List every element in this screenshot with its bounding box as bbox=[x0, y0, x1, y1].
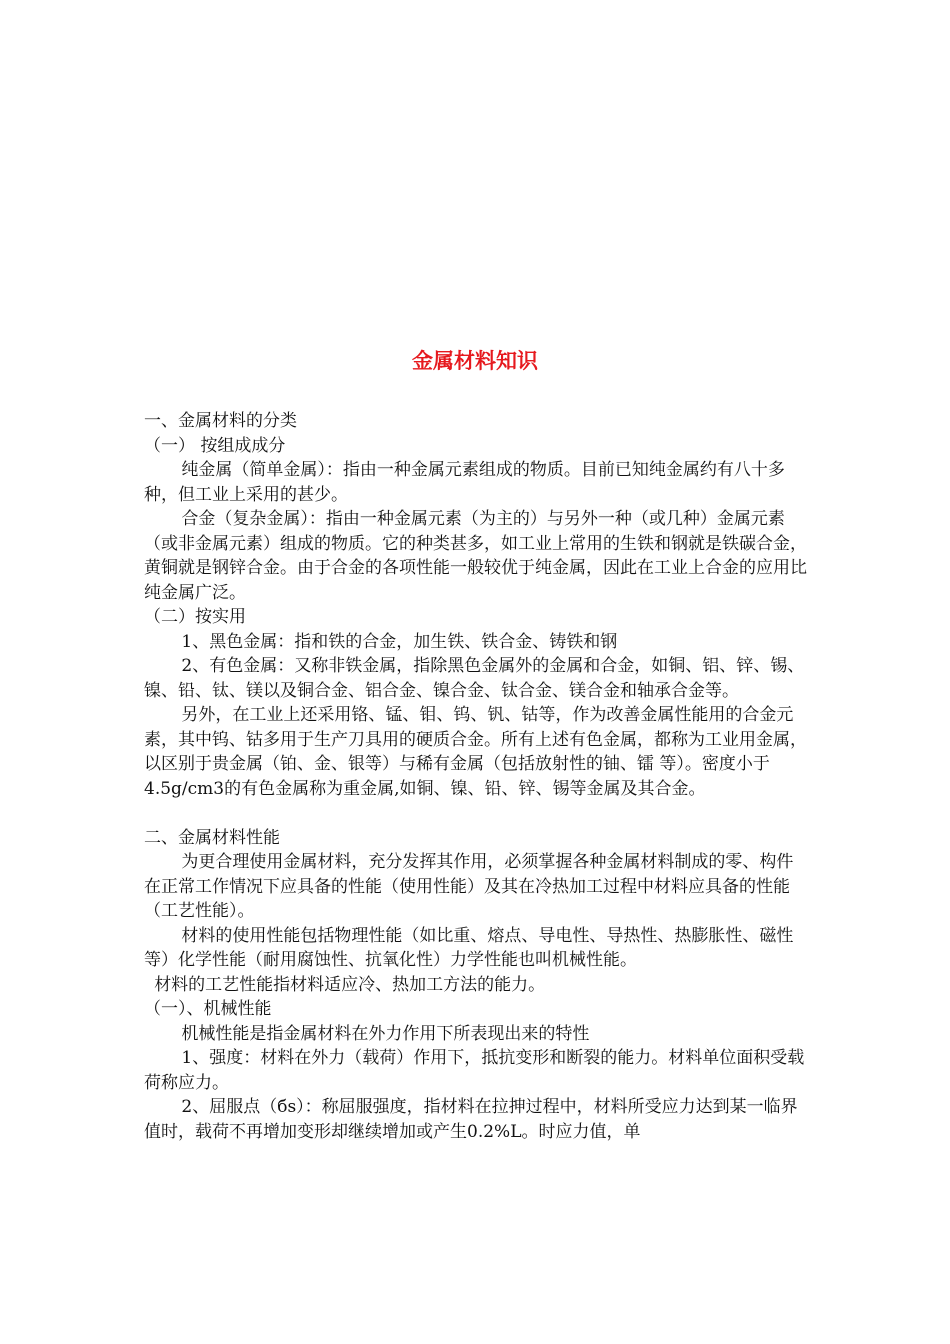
subsection-heading: （一） 按组成成分 bbox=[144, 435, 286, 456]
paragraph: 另外，在工业上还采用铬、锰、钼、钨、钒、钴等，作为改善金属性能用的合金元素，其中钨、钴多用于生产刀具用的硬质合金。所有上述有色金属，都称为工业用金属，以区别于贵金属（铂、金、银等）与稀有金属（包括放射性的铀、镭 等）。密度小于4.5g/cm3的有色金属称为重金属,如铜、镍、铅、锌、锡等金属及其合金。 bbox=[144, 705, 807, 799]
paragraph: 材料的使用性能包括物理性能（如比重、熔点、导电性、导热性、热膨胀性、磁性等）化学性能（耐用腐蚀性、抗氧化性）力学性能也叫机械性能。 bbox=[144, 925, 794, 970]
list-item: 1、黑色金属：指和铁的合金，加生铁、铁合金、铸铁和钢 bbox=[181, 631, 618, 652]
paragraph: 机械性能是指金属材料在外力作用下所表现出来的特性 bbox=[181, 1023, 590, 1044]
paragraph: 为更合理使用金属材料，充分发挥其作用，必须掌握各种金属材料制成的零、构件在正常工作情况下应具备的性能（使用性能）及其在冷热加工过程中材料应具备的性能（工艺性能）。 bbox=[144, 852, 794, 921]
list-item: 1、强度：材料在外力（载荷）作用下，抵抗变形和断裂的能力。材料单位面积受载荷称应力。 bbox=[144, 1048, 805, 1093]
paragraph: 纯金属（简单金属）：指由一种金属元素组成的物质。目前已知纯金属约有八十多种，但工业上采用的甚少。 bbox=[144, 460, 785, 505]
document-title: 金属材料知识 bbox=[412, 349, 538, 373]
section-heading: 二、金属材料性能 bbox=[144, 827, 280, 848]
subsection-heading: （一）、机械性能 bbox=[144, 999, 272, 1019]
paragraph: 合金（复杂金属）：指由一种金属元素（为主的）与另外一种（或几种）金属元素（或非金属元素）组成的物质。它的种类甚多，如工业上常用的生铁和钢就是铁碳合金，黄铜就是钢锌合金。由于合金的各项性能一般较优于纯金属，因此在工业上合金的应用比纯金属广泛。 bbox=[144, 509, 807, 603]
list-item: 2、有色金属：又称非铁金属，指除黑色金属外的金属和合金，如铜、铝、锌、锡、 镍、铅、钛、镁以及铜合金、铝合金、镍合金、钛合金、镁合金和轴承合金等。 bbox=[144, 656, 805, 701]
document-body bbox=[144, 409, 808, 1144]
paragraph: 材料的工艺性能指材料适应冷、热加工方法的能力。 bbox=[154, 974, 546, 995]
list-item: 2、屈服点（бs）：称屈服强度，指材料在拉抻过程中，材料所受应力达到某一临界值时，载荷不再增加变形却继续增加或产生0.2%L。时应力值，单 bbox=[144, 1097, 798, 1142]
section-heading: 一、金属材料的分类 bbox=[144, 411, 297, 431]
blank-line bbox=[144, 801, 808, 826]
subsection-heading: （二）按实用 bbox=[144, 607, 246, 627]
